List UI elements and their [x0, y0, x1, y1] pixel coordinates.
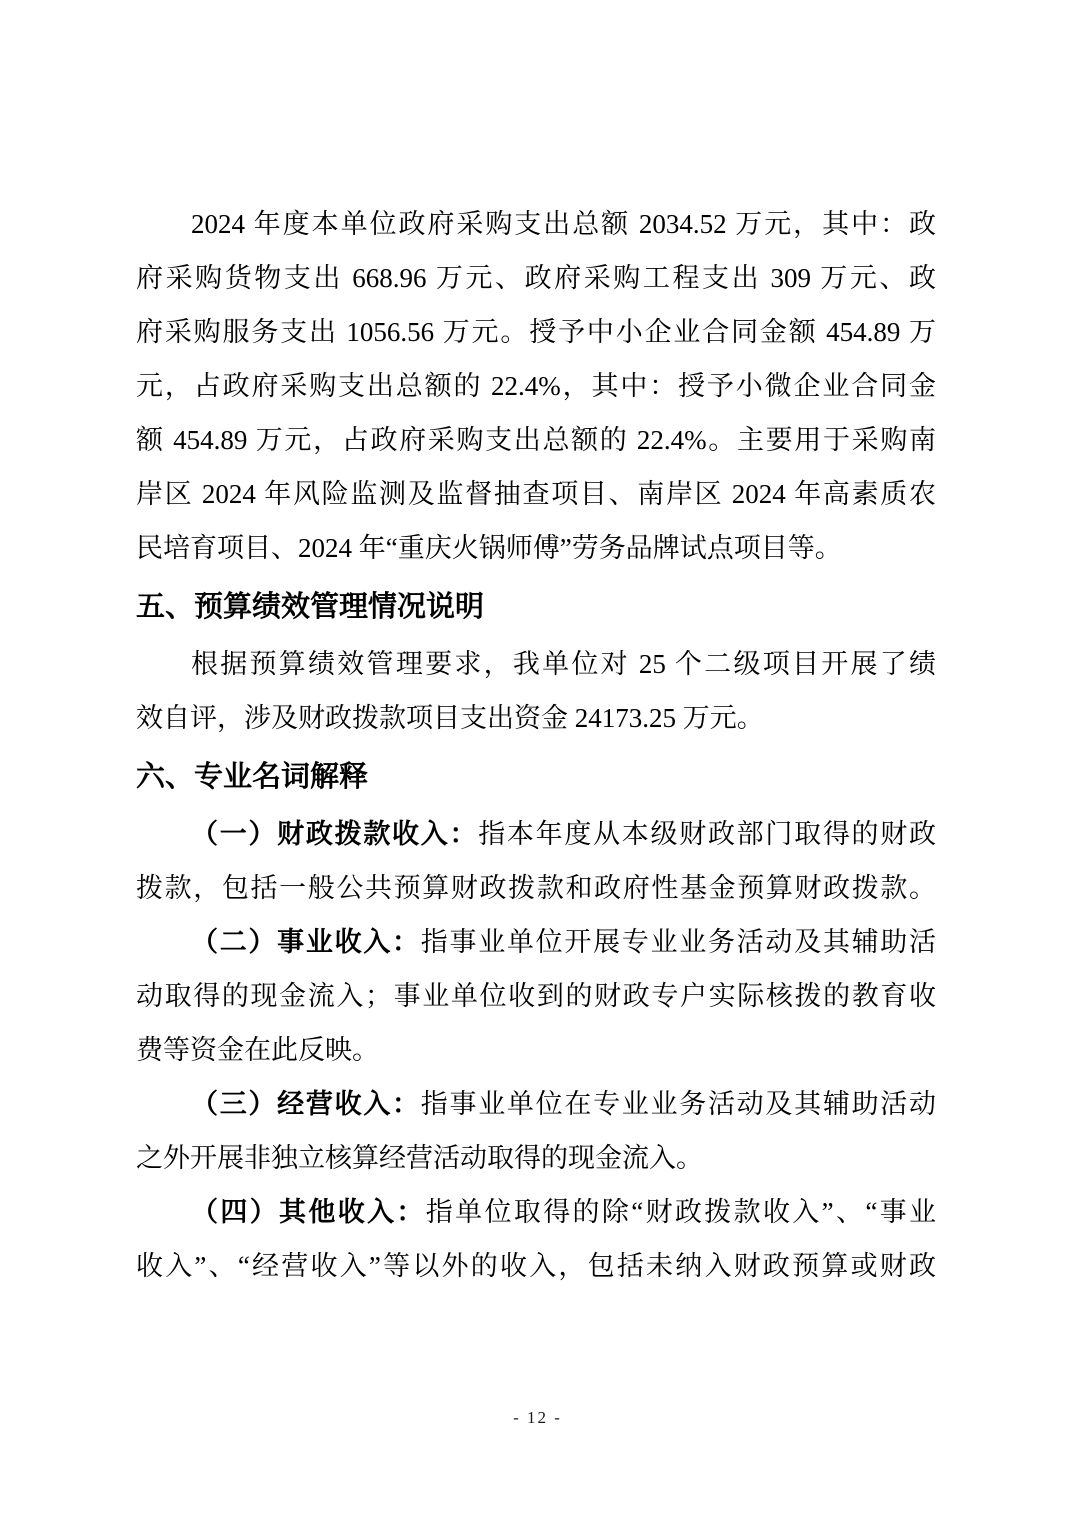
paragraph — [136, 807, 936, 915]
page-number: - 12 - — [513, 1408, 562, 1427]
text-line — [136, 969, 936, 1023]
text-line — [136, 1077, 936, 1131]
text-line — [136, 413, 936, 467]
term-label: （三）经营收入： — [191, 1089, 421, 1119]
text-line — [136, 1131, 936, 1185]
text-run: 府采购服务支出 1056.56 万元。授予中小企业合同金额 454.89 万 — [136, 317, 936, 347]
text-run: 动取得的现金流入；事业单位收到的财政专户实际核拨的教育收 — [136, 981, 936, 1011]
term-label: （四）其他收入： — [191, 1197, 426, 1227]
text-run: 元，占政府采购支出总额的 22.4%，其中：授予小微企业合同金 — [136, 371, 936, 401]
text-run: 根据预算绩效管理要求，我单位对 25 个二级项目开展了绩 — [191, 649, 936, 679]
text-run: 指本年度从本级财政部门取得的财政 — [478, 819, 937, 849]
section-heading: 六、专业名词解释 — [136, 761, 369, 793]
text-run: 收入”、“经营收入”等以外的收入，包括未纳入财政预算或财政 — [136, 1251, 936, 1281]
text-line — [136, 305, 936, 359]
text-run: 费等资金在此反映。 — [136, 1035, 379, 1065]
text-run: 府采购货物支出 668.96 万元、政府采购工程支出 309 万元、政 — [136, 263, 936, 293]
paragraph — [136, 1185, 936, 1293]
text-run: 民培育项目、2024 年“重庆火锅师傅”劳务品牌试点项目等。 — [136, 533, 842, 563]
text-line — [136, 637, 936, 691]
text-run: 额 454.89 万元，占政府采购支出总额的 22.4%。主要用于采购南 — [136, 425, 936, 455]
paragraph — [136, 915, 936, 1077]
text-line — [136, 807, 936, 861]
document-body — [136, 197, 936, 1293]
text-run: 2024 年度本单位政府采购支出总额 2034.52 万元，其中：政 — [191, 209, 936, 239]
text-run: 拨款，包括一般公共预算财政拨款和政府性基金预算财政拨款。 — [136, 873, 936, 903]
text-run: 岸区 2024 年风险监测及监督抽查项目、南岸区 2024 年高素质农 — [136, 479, 936, 509]
text-line — [136, 1239, 936, 1293]
text-line — [136, 861, 936, 915]
term-label: （二）事业收入： — [191, 927, 421, 957]
text-run: 指单位取得的除“财政拨款收入”、“事业 — [425, 1197, 937, 1227]
text-run: 效自评，涉及财政拨款项目支出资金 24173.25 万元。 — [136, 703, 764, 733]
text-line — [136, 251, 936, 305]
paragraph — [136, 637, 936, 745]
text-line — [136, 1185, 936, 1239]
text-line — [136, 915, 936, 969]
section-heading: 五、预算绩效管理情况说明 — [136, 591, 485, 623]
text-line — [136, 467, 936, 521]
text-line — [136, 691, 936, 745]
text-run: 之外开展非独立核算经营活动取得的现金流入。 — [136, 1143, 703, 1173]
text-line — [136, 1023, 936, 1077]
paragraph — [136, 1077, 936, 1185]
term-label: （一）财政拨款收入： — [191, 819, 479, 849]
text-run: 指事业单位在专业业务活动及其辅助活动 — [420, 1089, 937, 1119]
text-line — [136, 197, 936, 251]
text-run: 指事业单位开展专业业务活动及其辅助活 — [420, 927, 937, 957]
text-line — [136, 521, 936, 575]
text-line — [136, 359, 936, 413]
paragraph — [136, 197, 936, 575]
